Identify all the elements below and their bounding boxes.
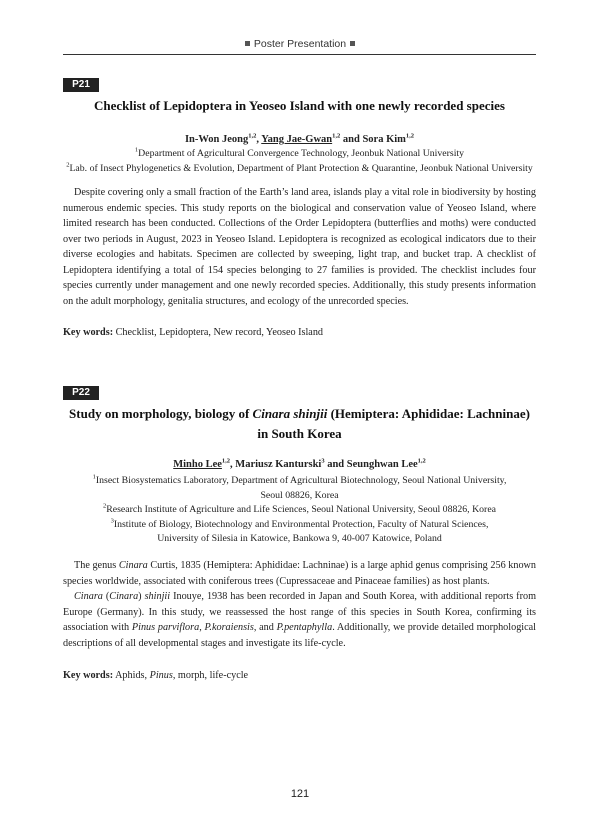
abstract-italic: shinjii <box>144 591 171 602</box>
affiliation-text: Insect Biosystematics Laboratory, Department of Agricultural Biotechnology, Seoul National University, <box>95 475 507 486</box>
poster-badge-p21: P21 <box>63 78 99 92</box>
affiliation-sup: 3 <box>110 517 114 525</box>
author-sup: 1,2 <box>417 457 426 465</box>
abstract-paragraph <box>63 589 536 651</box>
header-divider <box>63 54 536 55</box>
p21-abstract <box>63 185 536 309</box>
p22-affiliations <box>63 474 536 547</box>
keywords-text: Aphids, <box>115 670 150 681</box>
affiliation-text: Lab. of Insect Phylogenetics & Evolution, Department of Plant Protection & Quarantine, Jeonbuk National University <box>69 162 533 174</box>
abstract-text: The genus <box>74 560 119 571</box>
author-sep: , <box>230 459 236 470</box>
keywords-label: Key words: <box>63 670 114 681</box>
affiliation <box>63 489 536 504</box>
abstract-paragraph: Despite covering only a small fraction of the Earth’s land area, islands play a vital role in biodiversity by hosting numerous endemic species. This study reports on the biological and conservation value of Yeoseo Island, where limited research has been conducted. Collections of the Order Lepidoptera (butterflies and moths) were conducted over two periods in August, 2023 in Yeoseo Island. Lepidoptera is recognized as ecological indicators due to their diverse ecologies and habitats. Specimen are collected by sweeping, light trap, and bucket trap. A checklist of Lepidoptera identifying a total of 154 species belonging to 27 families is provided. The checklist includes four species currently under management and one newly recorded species. Additionally, this study presents information on the adult morphology, genitalia structures, and ecology of the unrecorded species. <box>63 187 536 307</box>
affiliation <box>63 147 536 162</box>
title-species: Cinara shinjii <box>252 406 328 421</box>
keywords-italic: Pinus <box>149 670 173 681</box>
author-name: Mariusz Kanturski <box>235 459 322 470</box>
title-text: Study on morphology, biology of <box>69 406 253 421</box>
affiliation-text: University of Silesia in Katowice, Bankowa 9, 40-007 Katowice, Poland <box>157 533 442 544</box>
abstract-italic: Pinus parviflora <box>131 622 200 633</box>
affiliation <box>63 503 536 518</box>
square-bullet-icon <box>245 41 250 46</box>
affiliation <box>63 474 536 489</box>
running-header <box>0 38 600 50</box>
abstract-text: Inouye, 1938 has been recorded in Japan and South Korea, with additional reports from Europe (Germany). In this study, we reassessed the host range of this species in South Korea, confirming its association with <box>63 591 536 633</box>
affiliation-sup: 2 <box>66 161 70 169</box>
affiliation-text: Seoul 08826, Korea <box>260 489 339 501</box>
author-sep: and <box>340 134 363 145</box>
affiliation-sup: 2 <box>102 502 107 510</box>
keywords-label: Key words: <box>63 327 114 338</box>
poster-badge-p22: P22 <box>63 386 99 400</box>
author-name-presenter: Yang Jae-Gwan <box>261 134 333 145</box>
author-sup: 3 <box>321 457 325 465</box>
abstract-italic: Cinara <box>118 560 148 571</box>
p21-authors <box>63 134 536 145</box>
affiliation-text: Research Institute of Agriculture and Life Sciences, Seoul National University, Seoul 08826, Korea <box>106 504 497 515</box>
p22-abstract <box>63 558 536 651</box>
abstract-text: ) <box>138 591 145 602</box>
keywords-text: , morph, life-cycle <box>172 670 249 681</box>
author-sup: 1,2 <box>221 457 231 465</box>
abstract-text: ( <box>102 591 110 602</box>
p21-keywords <box>63 327 536 338</box>
author-name: In-Won Jeong <box>184 134 249 145</box>
abstract-paragraph <box>63 558 536 589</box>
abstract-italic: Cinara <box>109 591 139 602</box>
affiliation <box>63 518 536 533</box>
affiliation-sup: 1 <box>92 473 96 481</box>
abstract-italic: P.pentaphylla <box>276 622 333 633</box>
author-sep: , <box>256 134 262 145</box>
abstract-italic: Cinara <box>74 591 103 602</box>
affiliation-text: Institute of Biology, Biotechnology and Environmental Protection, Faculty of Natural Sciences, <box>113 518 489 530</box>
author-sup: 1,2 <box>405 132 415 140</box>
square-bullet-icon <box>350 41 355 46</box>
abstract-text: . Additionally, we provide detailed morphological descriptions of all developmental stages and investigate its life-cycle. <box>63 622 536 649</box>
p21-title: Checklist of Lepidoptera in Yeoseo Island with one newly recorded species <box>94 98 505 113</box>
affiliation <box>63 532 536 547</box>
author-name-presenter: Minho Lee <box>173 459 222 470</box>
title-text: in South Korea <box>257 426 342 441</box>
p22-title <box>63 404 536 444</box>
p22-authors <box>63 459 536 470</box>
author-name: Sora Kim <box>362 134 406 145</box>
abstract-italic: P.koraiensis <box>204 622 254 633</box>
abstract-text: , <box>199 622 205 633</box>
abstract-text: Curtis, 1835 (Hemiptera: Aphididae: Lachninae) is a large aphid genus comprising 256 known species worldwide, associated with coniferous trees (Cupressaceae and Pinaceae families) as host plants. <box>63 560 537 587</box>
page-number: 121 <box>290 788 310 800</box>
keywords-text: Checklist, Lepidoptera, New record, Yeoseo Island <box>115 327 324 338</box>
affiliation-text: Department of Agricultural Convergence Technology, Jeonbuk National University <box>138 148 465 159</box>
header-text: Poster Presentation <box>253 38 347 50</box>
author-sup: 1,2 <box>332 132 341 140</box>
affiliation-sup: 1 <box>134 146 139 154</box>
author-name: Seunghwan Lee <box>346 459 418 470</box>
title-text: (Hemiptera: Aphididae: Lachninae) <box>327 406 530 421</box>
p21-affiliations <box>63 147 536 176</box>
p22-keywords <box>63 670 536 681</box>
affiliation <box>63 162 536 177</box>
author-sep: and <box>324 459 347 470</box>
author-sup: 1,2 <box>248 132 257 140</box>
abstract-text: , and <box>253 622 277 633</box>
